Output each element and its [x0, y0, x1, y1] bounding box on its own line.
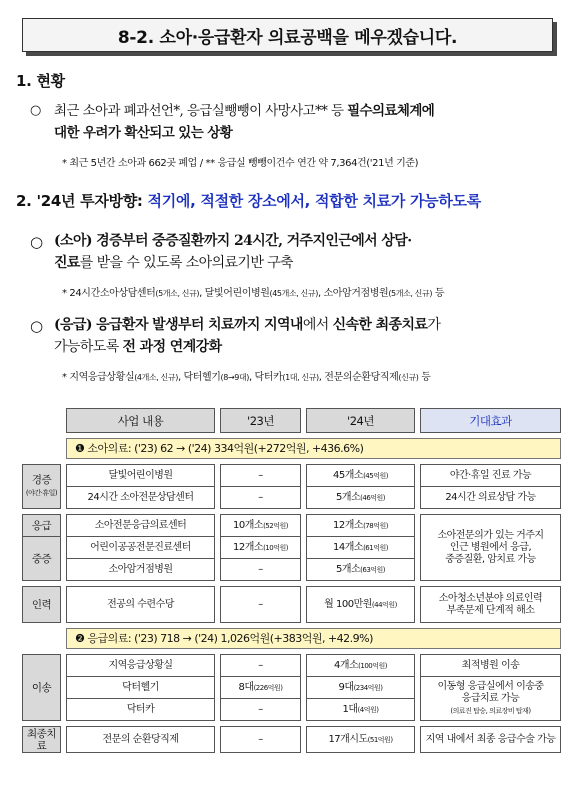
r3-y24: [307, 515, 415, 537]
b2-a: (응급) 응급환자 발생부터 치료까지 지역내: [54, 317, 303, 333]
r2-y24-v: 5개소: [335, 491, 361, 503]
r7-effect: 최적병원 이송: [421, 655, 561, 677]
r1-y24: [307, 465, 415, 487]
r8-name: 닥터헬기: [67, 677, 215, 699]
category-mild-label: 경증: [31, 474, 52, 486]
b2-d: 가: [427, 317, 441, 333]
r5-y23: –: [221, 559, 301, 581]
effect-severe-a: 소아전문의가 있는 거주지: [437, 529, 544, 541]
r2-effect: 24시간 의료상담 가능: [421, 487, 561, 509]
r4-y24-v: 14개소: [333, 541, 364, 553]
r8-y24-v: 9대: [338, 681, 354, 693]
r1-y23: –: [221, 465, 301, 487]
category-mild: [23, 465, 61, 509]
section2-heading-prefix: 2. '24년 투자방향:: [16, 192, 148, 210]
r8-y23-v: 8대: [238, 681, 254, 693]
table-header-row: [23, 409, 561, 433]
r6-effect-b: 부족문제 단계적 해소: [446, 604, 535, 616]
b1-note-d: 등: [432, 288, 445, 299]
band-emergency: ❷ 응급의료: ('23) 718 → ('24) 1,026억원(+383억원, +42.9%): [67, 629, 561, 649]
r4-y24-s: (61억원): [363, 543, 388, 552]
r3-y23-s: (52억원): [263, 521, 288, 530]
effect-mobile-c: (의료진 탑승, 의료장비 탑재): [450, 706, 531, 715]
r7-y24: [307, 655, 415, 677]
r5-y24-s: (63억원): [360, 565, 386, 574]
b1-note-c-s: (5개소, 신규): [388, 289, 433, 298]
section2-item-1: [54, 230, 564, 274]
table-row: [23, 655, 561, 677]
r4-y23: [221, 537, 301, 559]
r6-name: 전공의 수련수당: [67, 587, 215, 623]
table-row: [23, 727, 561, 753]
r7-y24-v: 4개소: [333, 659, 359, 671]
category-final: 최종치료: [23, 727, 61, 753]
effect-mobile-a: 이동형 응급실에서 이송중: [437, 680, 544, 692]
header-2024: '24년: [307, 409, 415, 433]
b1-c: 를 받을 수 있도록 소아의료기반 구축: [79, 255, 293, 271]
b2-note-a: * 지역응급상황실: [62, 372, 135, 383]
b1-note-c: , 소아암거점병원: [317, 288, 389, 299]
band-emergency-row: [23, 629, 561, 649]
header-business: 사업 내용: [67, 409, 215, 433]
r9-name: 닥터카: [67, 699, 215, 721]
b2-note-d: , 전문의순환당직제: [318, 372, 399, 383]
r9-y24-v: 1대: [342, 703, 358, 715]
effect-mobile-b: 응급치료 가능: [461, 692, 520, 704]
b2-note-b-s: (8→9대): [220, 373, 249, 382]
r8-y24-s: (234억원): [353, 683, 383, 692]
r6-y24-s: (44억원): [371, 600, 397, 609]
effect-severe-b: 인근 병원에서 응급,: [449, 541, 532, 553]
band-pediatric-row: [23, 439, 561, 459]
r5-name: 소아암거점병원: [67, 559, 215, 581]
section1-note: * 최근 5년간 소아과 662곳 폐업 / ** 응급실 뺑뺑이건수 연간 약 7,364건('21년 기준): [62, 158, 419, 169]
b2-note-c: , 닥터카: [249, 372, 283, 383]
r6-y24: [307, 587, 415, 623]
section1-heading: 1. 현황: [16, 72, 65, 90]
r6-y23: –: [221, 587, 301, 623]
r9-y24-s: (4억원): [357, 705, 379, 714]
r4-y23-v: 12개소: [233, 541, 264, 553]
category-emergency: 응급: [23, 515, 61, 537]
r2-y24: [307, 487, 415, 509]
r6-y24-v: 월 100만원: [324, 598, 372, 610]
r1-effect: 야간·휴일 진료 가능: [421, 465, 561, 487]
r6-effect-a: 소아청소년분야 의료인력: [438, 592, 543, 604]
r8-y23: [221, 677, 301, 699]
r4-y24: [307, 537, 415, 559]
table-row: [23, 587, 561, 623]
b2-note-a-s: (4개소, 신규): [134, 373, 178, 382]
r1-y24-s: (45억원): [363, 471, 388, 480]
r3-name: 소아전문응급의료센터: [67, 515, 215, 537]
r9-y23: –: [221, 699, 301, 721]
b2-note-d-s: (신규): [398, 373, 419, 382]
band-pediatric: ❶ 소아의료: ('23) 62 → ('24) 334억원(+272억원, +436.6%): [67, 439, 561, 459]
r2-y24-s: (46억원): [360, 493, 386, 502]
effect-mobile-er: [421, 677, 561, 721]
r10-y24-s: (51억원): [367, 735, 393, 744]
section2-heading-accent: 적기에, 적절한 장소에서, 적합한 치료가 가능하도록: [147, 192, 481, 210]
section2-bullet-2: ○: [30, 317, 44, 335]
header-2023: '23년: [221, 409, 301, 433]
section1-text-a: 최근 소아과 폐과선언*, 응급실뺑뺑이 사망사고** 등: [54, 103, 348, 119]
section2-item-2: [54, 314, 564, 358]
r3-y23: [221, 515, 301, 537]
r6-effect: [421, 587, 561, 623]
b2-e: 가능하도록: [54, 339, 123, 355]
r8-y23-s: (226억원): [253, 683, 283, 692]
r1-name: 달빛어린이병원: [67, 465, 215, 487]
r7-y24-s: (100억원): [358, 661, 388, 670]
section1-bullet: ○: [30, 103, 42, 118]
section1-text: [54, 100, 564, 144]
page-title: 8-2. 소아·응급환자 의료공백을 메우겠습니다.: [117, 27, 458, 48]
section2-item-1-note: [62, 284, 444, 299]
category-transfer: 이송: [23, 655, 61, 721]
b2-note-e: 등: [418, 372, 431, 383]
b1-note-a-s: (5개소, 신규): [155, 289, 200, 298]
b1-b: 진료: [54, 255, 80, 271]
section1-text-b: 필수의료체계에: [347, 103, 435, 119]
b1-a: (소아) 경증부터 중증질환까지 24시간, 거주지인근에서 상담·: [54, 233, 412, 249]
table-row: [23, 677, 561, 699]
category-severe: 중증: [23, 537, 61, 581]
effect-severe: [421, 515, 561, 581]
effect-severe-c: 중증질환, 암치료 가능: [445, 553, 536, 565]
b2-note-b: , 닥터헬기: [177, 372, 221, 383]
r4-name: 어린이공공전문진료센터: [67, 537, 215, 559]
b2-c: 신속한 최종치료: [332, 317, 428, 333]
b1-note-b: , 달빛어린이병원: [199, 288, 270, 299]
table-row: [23, 487, 561, 509]
b2-b: 에서: [302, 317, 333, 333]
section2-bullet-1: ○: [30, 233, 44, 251]
r1-y24-v: 45개소: [333, 469, 364, 481]
category-staff: 인력: [23, 587, 61, 623]
table-row: [23, 465, 561, 487]
r7-name: 지역응급상황실: [67, 655, 215, 677]
r10-effect: 지역 내에서 최종 응급수술 가능: [421, 727, 561, 753]
r2-name: 24시간 소아전문상담센터: [67, 487, 215, 509]
r7-y23: –: [221, 655, 301, 677]
section2-heading: [16, 190, 481, 211]
r10-name: 전문의 순환당직제: [67, 727, 215, 753]
b2-note-c-s: (1대, 신규): [282, 373, 319, 382]
r3-y23-v: 10개소: [233, 519, 264, 531]
r3-y24-s: (78억원): [363, 521, 388, 530]
r3-y24-v: 12개소: [333, 519, 364, 531]
r5-y24: [307, 559, 415, 581]
r5-y24-v: 5개소: [335, 563, 361, 575]
section2-item-2-note: [62, 368, 431, 383]
budget-table: [22, 408, 561, 753]
r8-y24: [307, 677, 415, 699]
table-row: [23, 515, 561, 537]
b1-note-b-s: (45개소, 신규): [269, 289, 318, 298]
r10-y23: –: [221, 727, 301, 753]
r10-y24-v: 17개시도: [328, 733, 368, 745]
r10-y24: [307, 727, 415, 753]
category-mild-sub: (야간·휴일): [25, 489, 58, 497]
r4-y23-s: (10억원): [263, 543, 288, 552]
page-title-box: [22, 18, 553, 52]
b1-note-a: * 24시간소아상담센터: [62, 288, 156, 299]
r9-y24: [307, 699, 415, 721]
section1-text-c: 대한 우려가 확산되고 있는 상황: [54, 125, 233, 141]
b2-f: 전 과정 연계강화: [122, 339, 222, 355]
header-effect: 기대효과: [421, 409, 561, 433]
r2-y23: –: [221, 487, 301, 509]
